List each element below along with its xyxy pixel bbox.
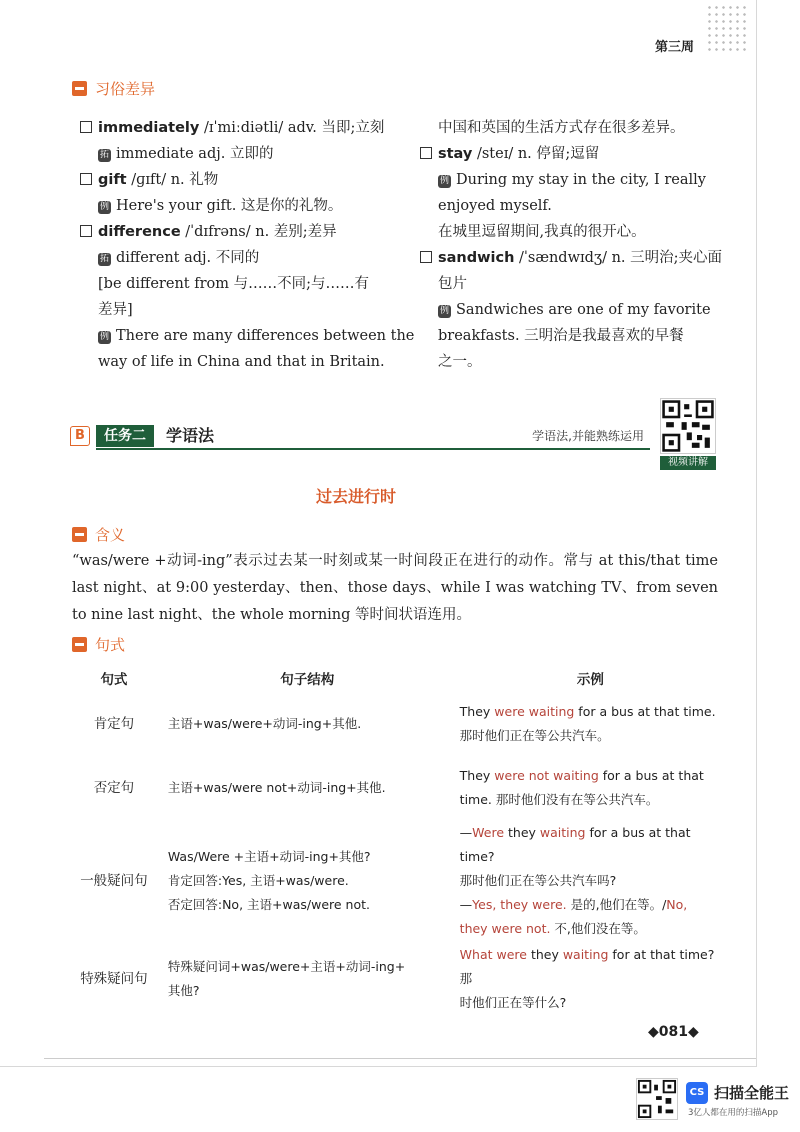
- section-bullet-icon: [72, 81, 87, 96]
- derivative-line: 拓 different adj. 不同的: [99, 250, 260, 266]
- qr-caption: 视频讲解: [660, 456, 716, 470]
- scanner-logo: CS: [686, 1082, 708, 1104]
- pattern-type: 肯定句: [93, 716, 135, 732]
- grammar-title: 过去进行时: [315, 487, 396, 506]
- translation-line: 在城里逗留期间,我真的很开心。: [438, 224, 646, 240]
- pattern-example: They were not waiting for a bus at that time. 那时他们没有在等公共汽车。: [459, 768, 704, 807]
- example-line: 例 Sandwiches are one of my favorite: [439, 302, 711, 318]
- example-badge-icon: 例: [439, 176, 449, 186]
- table-row: [72, 942, 722, 1016]
- definition-line: 包片: [438, 276, 467, 292]
- section-heading-pattern: [72, 634, 125, 655]
- phrase-line: [be different from 与……不同;与……有: [98, 276, 369, 292]
- qr-code-icon: [636, 1078, 678, 1120]
- table-row: [72, 756, 722, 820]
- checkbox-icon: [420, 251, 432, 263]
- column-header: 示例: [576, 672, 604, 688]
- meaning-paragraph: “was/were +动词-ing”表示过去某一时刻或某一时间段正在进行的动作。常与 at this/that time last night、at 9:00 yesterday、then、those days、while I was watching TV、from seven to nine last night、the whole morning 等时间状语连用。: [72, 553, 718, 623]
- page-number: ◆081◆: [648, 1024, 699, 1040]
- section-heading-meaning: [72, 524, 125, 545]
- vocab-entry-difference: difference /ˈdɪfrəns/ n. 差别;差异: [80, 219, 380, 245]
- task-banner: [70, 425, 650, 447]
- phrase-line: 差异]: [98, 302, 133, 318]
- vocab-column-right: [420, 115, 723, 375]
- example-line: 例 There are many differences between the: [99, 328, 415, 344]
- section-bullet-icon: [72, 637, 87, 652]
- extend-badge-icon: 拓: [99, 254, 109, 264]
- task-letter-icon: B: [70, 426, 90, 446]
- sentence-pattern-table: [72, 664, 722, 1016]
- vocab-column-left: [80, 115, 415, 375]
- column-header: 句子结构: [280, 672, 335, 688]
- pattern-structure: 特殊疑问词+was/were+主语+动词-ing+ 其他?: [167, 959, 406, 998]
- checkbox-icon: [80, 173, 92, 185]
- table-row: [72, 820, 722, 942]
- column-header: 句式: [100, 672, 128, 688]
- task-title: 学语法: [166, 426, 215, 445]
- qr-code-icon[interactable]: [660, 398, 716, 454]
- task-subtitle: 学语法,并能熟练运用: [532, 429, 644, 443]
- example-badge-icon: 例: [439, 306, 449, 316]
- pattern-type: 特殊疑问句: [80, 971, 148, 987]
- section-bullet-icon: [72, 527, 87, 542]
- pattern-structure: 主语+was/were+动词-ing+其他.: [167, 716, 362, 731]
- task-tag: 任务二: [96, 425, 154, 447]
- pattern-example: They were waiting for a bus at that time. 那时他们正在等公共汽车。: [459, 704, 716, 743]
- section-title: 习俗差异: [95, 80, 156, 98]
- translation-line: 中国和英国的生活方式存在很多差异。: [438, 120, 685, 136]
- vocab-entry-gift: gift /ɡɪft/ n. 礼物: [80, 167, 380, 193]
- footer-rule: [44, 1058, 756, 1059]
- checkbox-icon: [420, 147, 432, 159]
- pattern-example: —Were they waiting for a bus at that time? 那时他们正在等公共汽车吗? —Yes, they were. 是的,他们在等。/No, they were not. 不,他们没在等。: [459, 825, 691, 936]
- example-line: enjoyed myself.: [438, 198, 552, 214]
- example-line: breakfasts. 三明治是我最喜欢的早餐: [438, 328, 684, 344]
- table-row: [72, 692, 722, 756]
- example-badge-icon: 例: [99, 332, 109, 342]
- vocab-entry-sandwich: sandwich /ˈsændwɪdʒ/ n. 三明治;夹心面: [420, 245, 720, 271]
- scanner-watermark: [636, 1078, 790, 1120]
- vocab-entry-stay: stay /steɪ/ n. 停留;逗留: [420, 141, 720, 167]
- table-header-row: [72, 664, 722, 692]
- section-title: 含义: [95, 526, 126, 544]
- checkbox-icon: [80, 225, 92, 237]
- dot-pattern-decoration: [706, 4, 748, 52]
- pattern-structure: Was/Were +主语+动词-ing+其他? 肯定回答:Yes, 主语+was/were. 否定回答:No, 主语+was/were not.: [167, 849, 371, 912]
- example-line: 例 During my stay in the city, I really: [439, 172, 706, 188]
- pattern-type: 否定句: [93, 780, 135, 796]
- scanner-name: 扫描全能王: [714, 1084, 790, 1102]
- scanner-tagline: 3亿人都在用的扫描App: [688, 1108, 779, 1118]
- pattern-structure: 主语+was/were not+动词-ing+其他.: [167, 780, 386, 795]
- example-line: 之一。: [438, 354, 482, 370]
- pattern-type: 一般疑问句: [80, 873, 148, 889]
- pattern-example: What were they waiting for at that time? 那 时他们正在等什么?: [459, 947, 715, 1010]
- task-rule: [96, 448, 650, 450]
- example-badge-icon: 例: [99, 202, 109, 212]
- vocab-entry-immediately: immediately /ɪˈmiːdiətli/ adv. 当即;立刻: [80, 115, 380, 141]
- week-label: 第三周: [654, 40, 694, 55]
- example-line: way of life in China and that in Britain.: [98, 354, 385, 370]
- section-title: 句式: [95, 636, 126, 654]
- derivative-line: 拓 immediate adj. 立即的: [99, 146, 274, 162]
- example-line: 例 Here's your gift. 这是你的礼物。: [99, 198, 343, 214]
- extend-badge-icon: 拓: [99, 150, 109, 160]
- checkbox-icon: [80, 121, 92, 133]
- section-heading-customs: [72, 78, 155, 99]
